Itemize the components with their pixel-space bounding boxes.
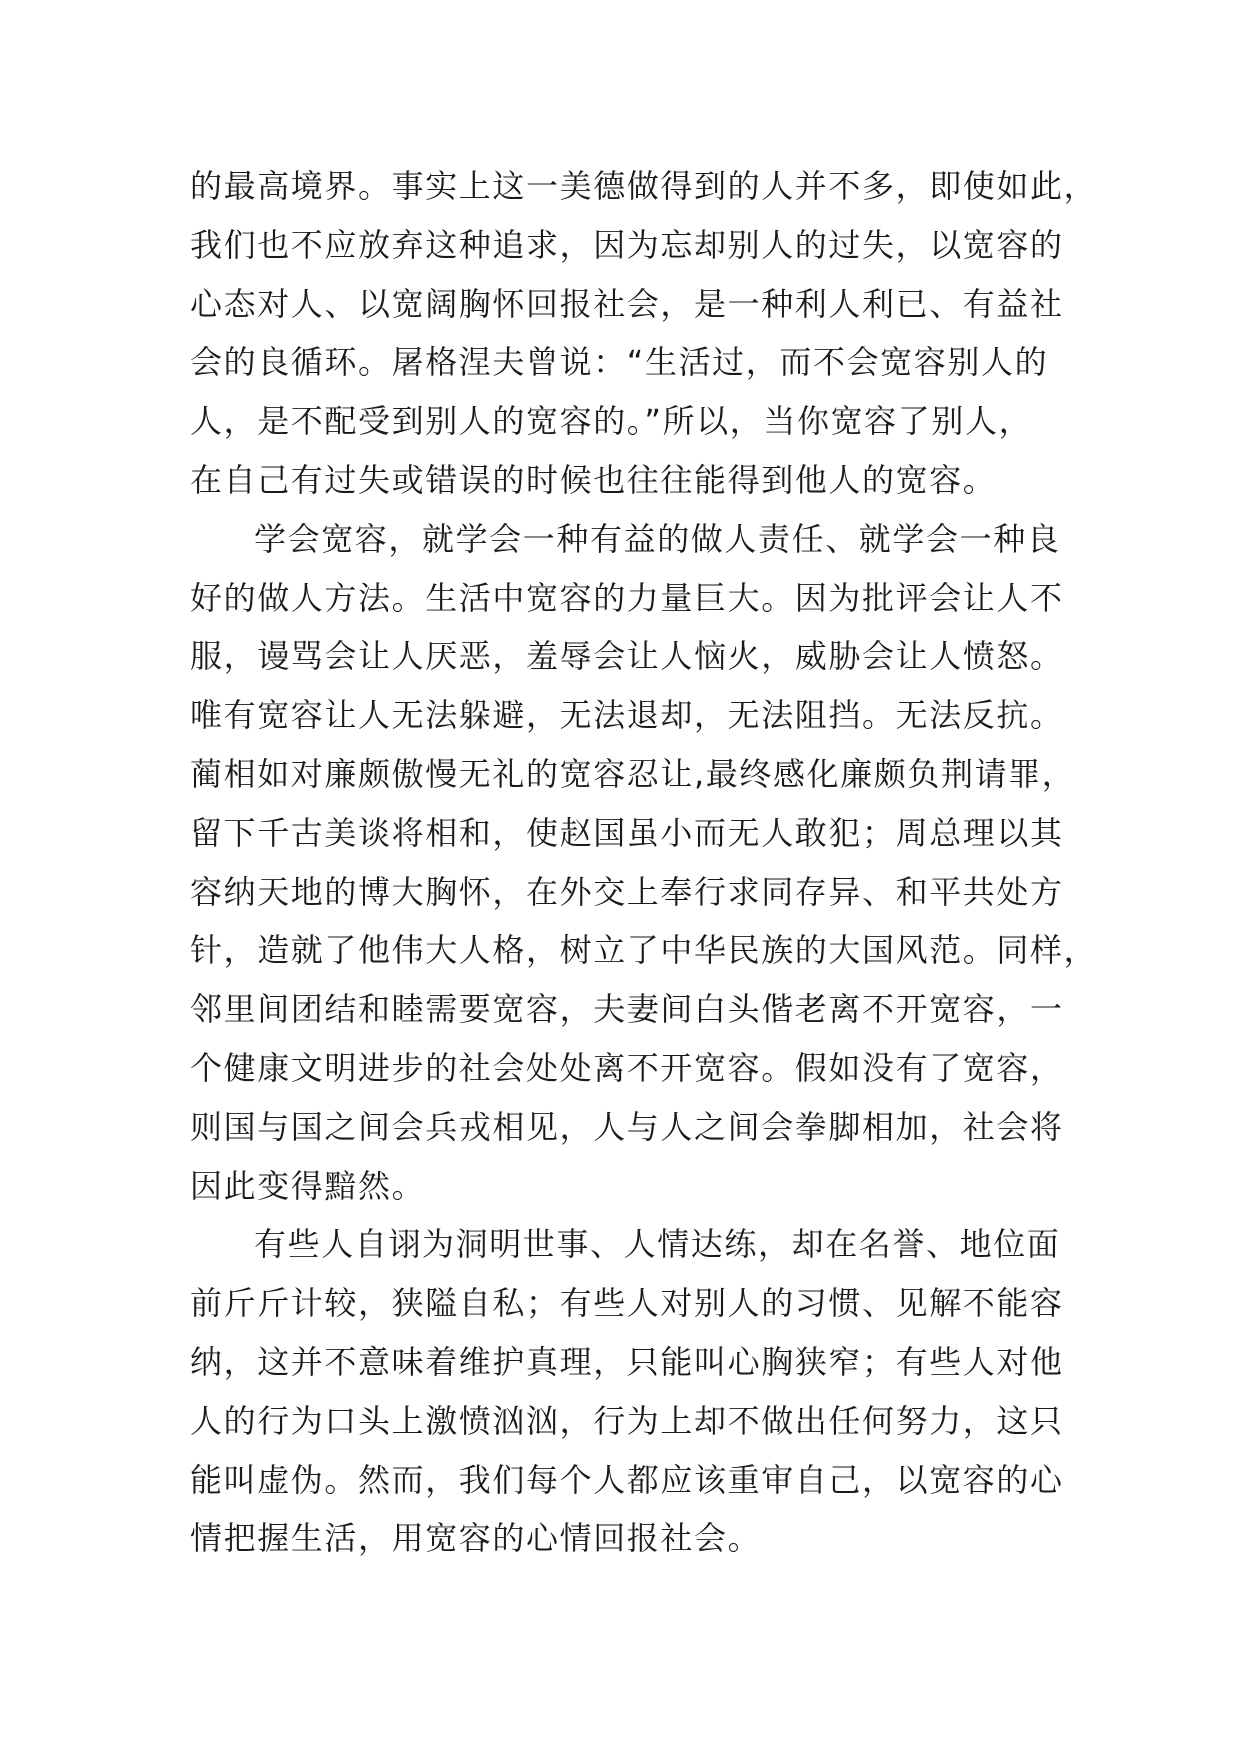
text-line: 服，谩骂会让人厌恶，羞辱会让人恼火，威胁会让人愤怒。 (190, 637, 1064, 676)
text-line: 针，造就了他伟大人格，树立了中华民族的大国风范。同样， (190, 931, 1098, 970)
paragraph-first-line: 学会宽容，就学会一种有益的做人责任、就学会一种良 (254, 519, 1061, 558)
text-line: 唯有宽容让人无法躲避，无法退却，无法阻挡。无法反抗。 (190, 696, 1064, 735)
text-line: 我们也不应放弃这种追求，因为忘却别人的过失，以宽容的 (190, 225, 1064, 264)
text-line: 个健康文明进步的社会处处离不开宽容。假如没有了宽容， (190, 1048, 1064, 1087)
text-line: 因此变得黯然。 (190, 1166, 426, 1205)
text-line: 会的良循环。屠格涅夫曾说：“生活过，而不会宽容别人的 (190, 343, 1049, 382)
text-line: 纳，这并不意味着维护真理，只能叫心胸狭窄；有些人对他 (190, 1342, 1064, 1381)
text-line: 情把握生活，用宽容的心情回报社会。 (190, 1519, 762, 1558)
text-line: 的最高境界。事实上这一美德做得到的人并不多，即使如此， (190, 167, 1098, 205)
text-line: 人的行为口头上激愤汹汹，行为上却不做出任何努力，这只 (190, 1401, 1064, 1440)
text-line: 人，是不配受到别人的宽容的。”所以，当你宽容了别人， (190, 402, 1033, 441)
text-line: 心态对人、以宽阔胸怀回报社会，是一种利人利已、有益社 (190, 284, 1064, 323)
text-line: 好的做人方法。生活中宽容的力量巨大。因为批评会让人不 (190, 578, 1064, 617)
paragraph-first-line: 有些人自诩为洞明世事、人情达练，却在名誉、地位面 (254, 1225, 1061, 1264)
text-line: 能叫虚伪。然而，我们每个人都应该重审自己，以宽容的心 (190, 1460, 1064, 1499)
text-line: 在自己有过失或错误的时候也往往能得到他人的宽容。 (190, 460, 997, 499)
text-line: 留下千古美谈将相和，使赵国虽小而无人敢犯；周总理以其 (190, 813, 1064, 852)
body-text (190, 157, 1098, 1568)
text-line: 则国与国之间会兵戎相见，人与人之间会拳脚相加，社会将 (190, 1107, 1064, 1146)
text-line: 邻里间团结和睦需要宽容，夫妻间白头偕老离不开宽容，一 (190, 990, 1064, 1029)
text-line: 容纳天地的博大胸怀，在外交上奉行求同存异、和平共处方 (190, 872, 1064, 911)
text-line: 前斤斤计较，狭隘自私；有些人对别人的习惯、见解不能容 (190, 1284, 1064, 1323)
text-line: 蔺相如对廉颇傲慢无礼的宽容忍让,最终感化廉颇负荆请罪， (190, 754, 1076, 793)
